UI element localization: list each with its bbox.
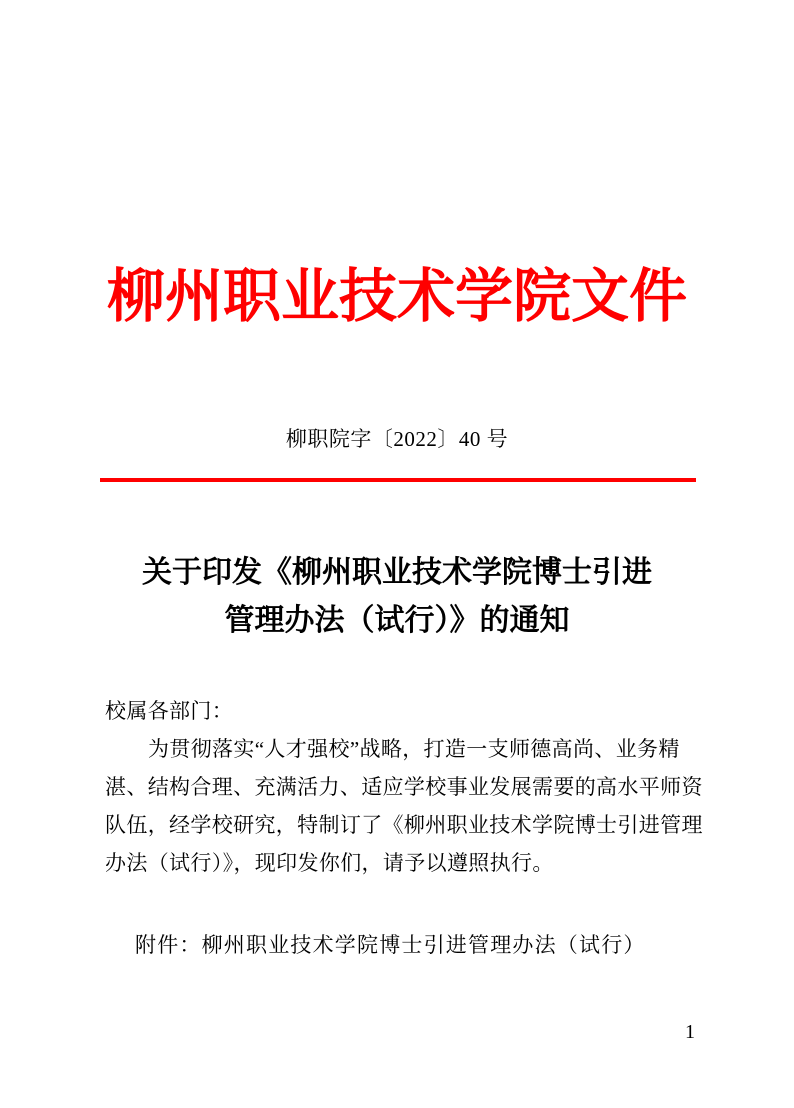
- attachment-reference-line: 附件：柳州职业技术学院博士引进管理办法（试行）: [135, 933, 646, 957]
- document-reference-number: 柳职院字〔2022〕40 号: [285, 427, 509, 451]
- notice-title-line-1: 关于印发《柳州职业技术学院博士引进: [142, 556, 652, 589]
- body-line: 办法（试行）》，现印发你们，请予以遵照执行。: [105, 851, 554, 875]
- body-line: 湛、结构合理、充满活力、适应学校事业发展需要的高水平师资: [105, 775, 703, 799]
- notice-title-line-2: 管理办法（试行）》的通知: [224, 604, 570, 637]
- red-header-org-title: 柳州职业技术学院文件: [106, 264, 687, 329]
- notice-title: [0, 549, 794, 645]
- body-line: 队伍，经学校研究，特制订了《柳州职业技术学院博士引进管理: [105, 813, 703, 837]
- salutation-line: 校属各部门：: [105, 699, 234, 723]
- notice-body: [105, 692, 705, 882]
- body-line: 为贯彻落实“人才强校”战略，打造一支师德高尚、业务精: [148, 737, 680, 761]
- page-number: 1: [685, 1021, 695, 1043]
- red-divider-line: [100, 478, 696, 482]
